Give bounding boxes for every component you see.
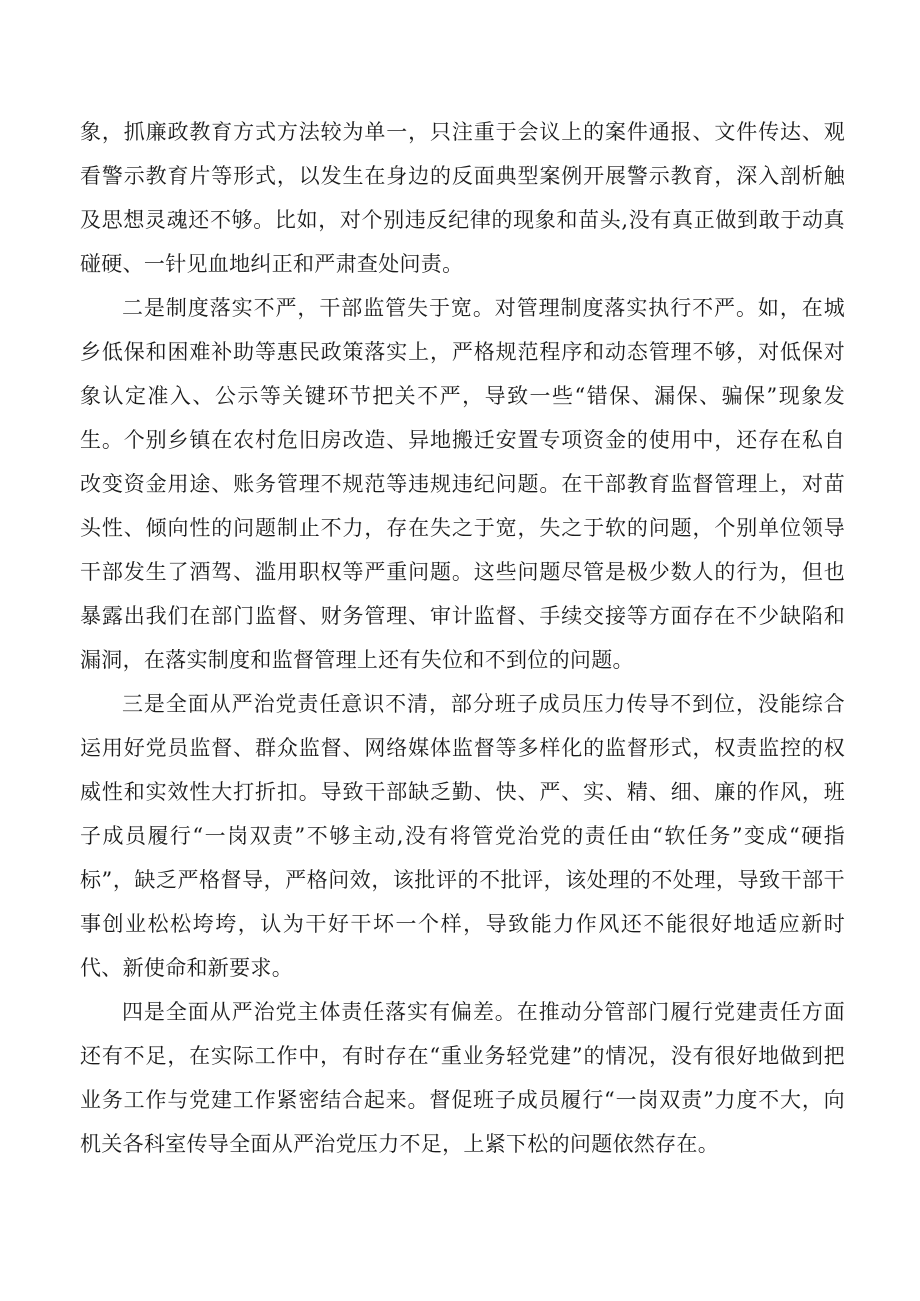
paragraph-point-three: 三是全面从严治党责任意识不清，部分班子成员压力传导不到位，没能综合运用好党员监督、群众监督、网络媒体监督等多样化的监督形式，权责监控的权威性和实效性大打折扣。导致干部缺乏勤、快、严、实、精、细、廉的作风，班子成员履行“一岗双责”不够主动,没有将管党治党的责任由“软任务”变成“硬指标”，缺乏严格督导，严格问效，该批评的不批评，该处理的不处理，导致干部干事创业松松垮垮，认为干好干坏一个样，导致能力作风还不能很好地适应新时代、新使命和新要求。	[80, 692, 845, 980]
paragraph-point-four: 四是全面从严治党主体责任落实有偏差。在推动分管部门履行党建责任方面还有不足，在实际工作中，有时存在“重业务轻党建”的情况，没有很好地做到把业务工作与党建工作紧密结合起来。督促班子成员履行“一岗双责”力度不大，向机关各科室传导全面从严治党压力不足，上紧下松的问题依然存在。	[80, 1000, 845, 1156]
paragraph-point-two: 二是制度落实不严，干部监管失于宽。对管理制度落实执行不严。如，在城乡低保和困难补助等惠民政策落实上，严格规范程序和动态管理不够，对低保对象认定准入、公示等关键环节把关不严，导致一些“错保、漏保、骗保”现象发生。个别乡镇在农村危旧房改造、异地搬迁安置专项资金的使用中，还存在私自改变资金用途、账务管理不规范等违规违纪问题。在干部教育监督管理上，对苗头性、倾向性的问题制止不力，存在失之于宽，失之于软的问题，个别单位领导干部发生了酒驾、滥用职权等严重问题。这些问题尽管是极少数人的行为，但也暴露出我们在部门监督、财务管理、审计监督、手续交接等方面存在不少缺陷和漏洞，在落实制度和监督管理上还有失位和不到位的问题。	[80, 296, 845, 672]
paragraph-continuation: 象，抓廉政教育方式方法较为单一，只注重于会议上的案件通报、文件传达、观看警示教育片等形式，以发生在身边的反面典型案例开展警示教育，深入剖析触及思想灵魂还不够。比如，对个别违反纪律的现象和苗头,没有真正做到敢于动真碰硬、一针见血地纠正和严肃查处问责。	[80, 120, 845, 276]
document-body	[80, 110, 845, 1166]
